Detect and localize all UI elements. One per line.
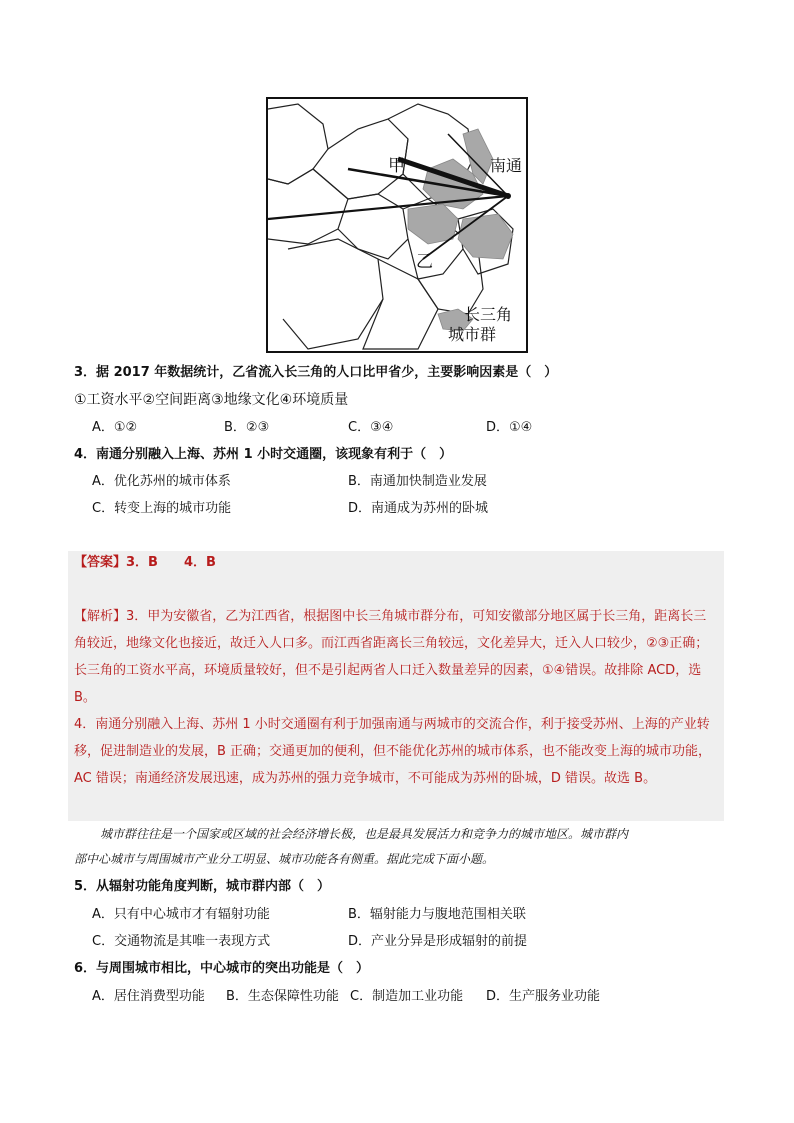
question-5-option-a[interactable]: A．只有中心城市才有辐射功能: [92, 907, 270, 922]
yangtze-delta-map: [268, 99, 526, 351]
question-5-option-b[interactable]: B．辐射能力与腹地范围相关联: [348, 907, 526, 922]
question-4-option-b[interactable]: B．南通加快制造业发展: [348, 474, 487, 489]
question-4-stem: 4．南通分别融入上海、苏州 1 小时交通圈，该现象有利于（ ）: [74, 447, 453, 462]
province-outline: [283, 239, 383, 349]
question-3-option-b[interactable]: B．②③: [224, 420, 270, 435]
question-4-option-c[interactable]: C．转变上海的城市功能: [92, 501, 232, 516]
question-4-option-d[interactable]: D．南通成为苏州的卧城: [348, 501, 489, 516]
legend-label-line1: 长三角: [464, 307, 513, 324]
question-5-option-c[interactable]: C．交通物流是其唯一表现方式: [92, 934, 271, 949]
question-6-option-a[interactable]: A．居住消费型功能: [92, 989, 205, 1004]
map-label-nantong: 南通: [490, 158, 523, 175]
province-outline: [268, 169, 348, 244]
analysis-question-3: 【解析】3．甲为安徽省，乙为江西省，根据图中长三角城市群分布，可知安徽部分地区属于长三角，距离长三角较近，地缘文化也接近，故迁入人口多。而江西省距离长三角较远，文化差异大，迁入人口较少，②③正确；长三角的工资水平高，环境质量较好，但不是引起两省人口迁入数量差异的因素，①④错误。故排除 ACD，选 B。: [74, 609, 709, 705]
question-4-option-a[interactable]: A．优化苏州的城市体系: [92, 474, 231, 489]
province-outline: [363, 259, 438, 349]
question-5-stem: 5．从辐射功能角度判断，城市群内部（ ）: [74, 879, 331, 894]
question-3-option-a[interactable]: A．①②: [92, 420, 138, 435]
question-5-option-d[interactable]: D．产业分异是形成辐射的前提: [348, 934, 528, 949]
analysis-question-4: 4．南通分别融入上海、苏州 1 小时交通圈有利于加强南通与两城市的交流合作，利于接受苏州、上海的产业转移，促进制造业的发展，B 正确；交通更加的便利，但不能优化苏州的城市体系，也不能改变上海的城市功能，AC 错误；南通经济发展迅速，成为苏州的强力竞争城市，不可能成为苏州的卧城，D 错误。故选 B。: [74, 717, 712, 786]
question-3-factors: ①工资水平②空间距离③地缘文化④环境质量: [74, 392, 349, 408]
passage-line-1: 城市群往往是一个国家或区域的社会经济增长极，也是最具发展活力和竞争力的城市地区。城市群内: [100, 827, 629, 841]
question-6-option-d[interactable]: D．生产服务业功能: [486, 989, 601, 1004]
nantong-marker: [505, 193, 511, 199]
legend-label-line2: 城市群: [448, 327, 497, 344]
map-label-yi: 乙: [416, 252, 433, 271]
map-figure: [266, 97, 528, 353]
question-3-option-c[interactable]: C．③④: [348, 420, 394, 435]
province-outline: [268, 104, 328, 184]
question-3-option-d[interactable]: D．①④: [486, 420, 533, 435]
map-label-jia: 甲: [388, 156, 405, 175]
province-outline: [338, 194, 408, 259]
question-6-stem: 6．与周围城市相比，中心城市的突出功能是（ ）: [74, 961, 370, 976]
question-3-stem: 3．据 2017 年数据统计，乙省流入长三角的人口比甲省少，主要影响因素是（ ）: [74, 365, 558, 380]
passage-line-2: 部中心城市与周围城市产业分工明显、城市功能各有侧重。据此完成下面小题。: [74, 852, 495, 866]
question-6-option-c[interactable]: C．制造加工业功能: [350, 989, 464, 1004]
answer-label: 【答案】3．B 4．B: [74, 555, 216, 570]
question-6-option-b[interactable]: B．生态保障性功能: [226, 989, 339, 1004]
